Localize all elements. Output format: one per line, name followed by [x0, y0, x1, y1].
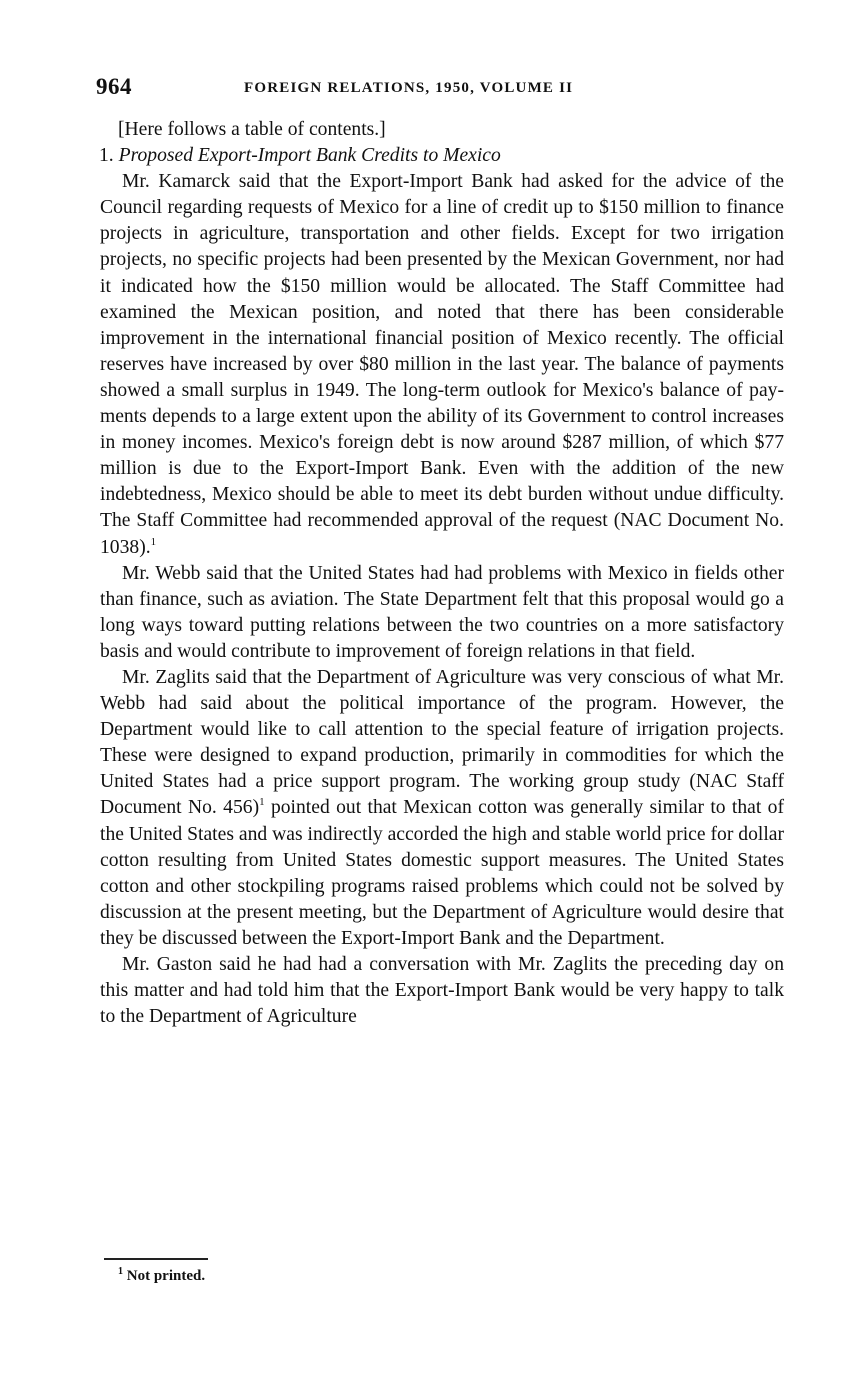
paragraph-text: Mr. Kamarck said that the Export-Import Bank had asked for the advice of the Council regarding requests of Mexico for a line of credit up to $150 million to finance projects in agriculture, transportation and other fields. Except for two irrigation projects, no specific projects had been presented by the Mexican Government, nor had it indicated how the $150 million would be allocated. The Staff Committee had examined the Mexican position, and noted that there has been considerable improvement in the international financial position of Mexico recently. The official reserves have increased by over $80 million in the last year. The balance of payments showed a small surplus in 1949. The long-term outlook for Mexico's balance of payments depends to a large extent upon the ability of its Government to control increases in money incomes. Mexico's foreign debt is now around $287 million, of which $77 million is due to the Export-Import Bank. Even with the addition of the new indebtedness, Mexico should be able to meet its debt burden without undue difficulty. The Staff Committee had recommended approval of the request (NAC Document No. 1038).: [100, 171, 784, 558]
footnote-reference: 1: [150, 535, 157, 548]
footnote-rule: [104, 1258, 208, 1260]
paragraph-text-continued: pointed out that Mexican cotton was generally similar to that of the United States and was indirectly accorded the high and stable world price for dollar cotton resulting from United States domestic support measures. The United States cotton and other stockpiling programs raised problems which could not be solved by discussion at the present meeting, but the Department of Agriculture would desire that they be discussed between the Export-Import Bank and the Department.: [100, 797, 784, 949]
paragraph-text: Mr. Zaglits said that the Department of Agriculture was very conscious of what Mr. Webb had said about the political importance of the program. However, the Department would like to call attention to the special feature of irrigation projects. These were designed to expand production, primarily in commodities for which the United States had a price support program. The working group study (NAC Staff Document No. 456): [100, 666, 784, 819]
paragraph-webb: [100, 561, 784, 665]
body-text: [100, 117, 784, 1030]
paragraph-text: Mr. Webb said that the United States had had problems with Mexico in fields other than finance, such as aviation. The State Department felt that this proposal would go a long ways toward putting relations between the two countries on a more satisfactory basis and would contribute to improvement of foreign relations in that field.: [100, 562, 784, 662]
section-title: Proposed Export-Import Bank Credits to Mexico: [118, 145, 501, 167]
section-heading: [99, 143, 784, 169]
footnote: [118, 1268, 205, 1285]
footnote-text: Not printed.: [126, 1268, 206, 1284]
editorial-note: [Here follows a table of contents.]: [118, 119, 386, 140]
page-number: 964: [96, 74, 132, 99]
paragraph-text: Mr. Gaston said he had had a conversation with Mr. Zaglits the preceding day on this matter and had told him that the Export-Import Bank would be very happy to talk to the Department of Agriculture: [100, 954, 784, 1028]
section-number: 1.: [99, 145, 114, 167]
footnote-reference: 1: [259, 796, 265, 809]
footnote-marker: 1: [118, 1266, 123, 1277]
paragraph-zaglits: [100, 665, 784, 952]
page-header: [96, 74, 786, 106]
paragraph-kamarck: [100, 169, 784, 560]
paragraph-gaston: [100, 952, 784, 1030]
running-head: FOREIGN RELATIONS, 1950, VOLUME II: [244, 80, 574, 96]
